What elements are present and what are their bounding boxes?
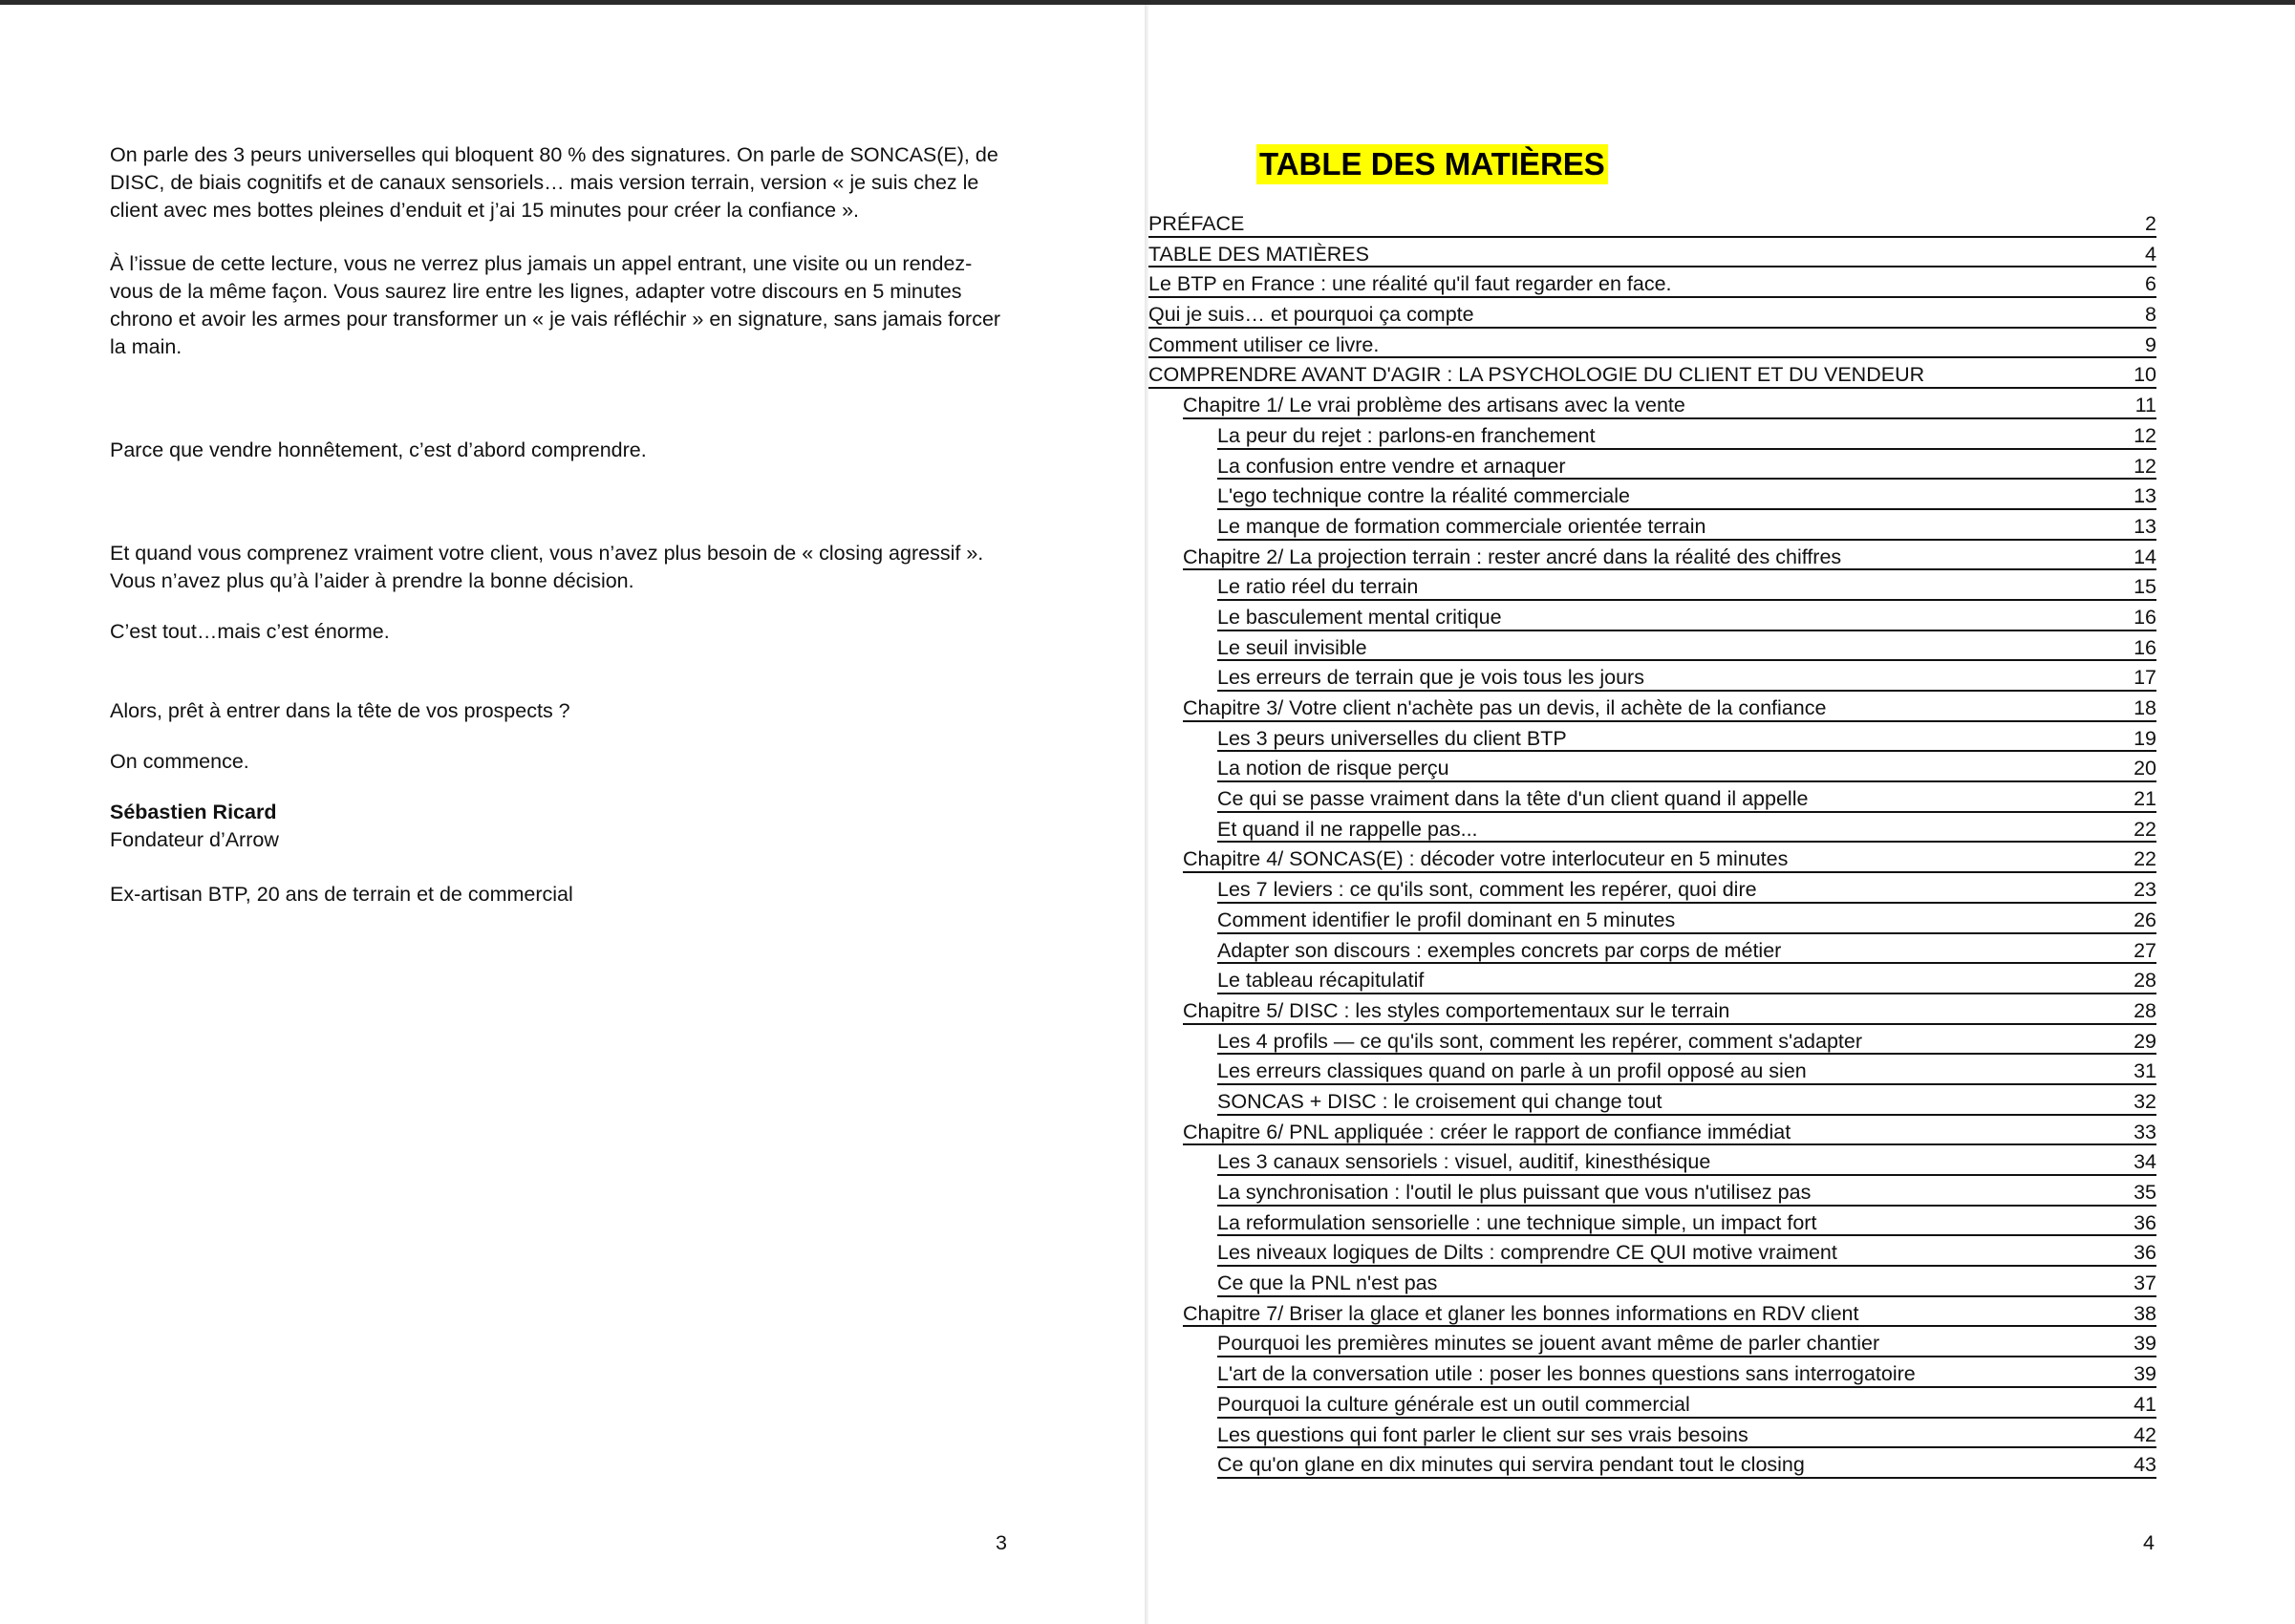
- toc-entry[interactable]: [1217, 1145, 2156, 1176]
- toc-entry-label[interactable]: Les 3 canaux sensoriels : visuel, auditif, kinesthésique: [1217, 1150, 1711, 1174]
- paragraph-vendre: Parce que vendre honnêtement, c’est d’abord comprendre.: [110, 438, 647, 461]
- toc-entry-label[interactable]: Les niveaux logiques de Dilts : comprendre CE QUI motive vraiment: [1217, 1241, 1837, 1265]
- toc-entry-page[interactable]: 31: [2134, 1059, 2156, 1083]
- toc-entry[interactable]: [1217, 904, 2156, 934]
- toc-entry[interactable]: [1217, 1388, 2156, 1419]
- toc-entry-page[interactable]: 4: [2145, 242, 2156, 266]
- toc-entry[interactable]: [1217, 964, 2156, 994]
- toc-entry-page[interactable]: 9: [2145, 332, 2156, 356]
- toc-entry-label[interactable]: Pourquoi les premières minutes se jouent avant même de parler chantier: [1217, 1332, 1880, 1356]
- toc-entry[interactable]: [1183, 843, 2156, 873]
- toc-entry-label[interactable]: Les questions qui font parler le client sur ses vrais besoins: [1217, 1422, 1748, 1446]
- toc-entry-label[interactable]: Chapitre 5/ DISC : les styles comportementaux sur le terrain: [1183, 998, 1730, 1022]
- toc-entry-page[interactable]: 33: [2134, 1120, 2156, 1143]
- toc-entry[interactable]: [1217, 1357, 2156, 1388]
- toc-entry-page[interactable]: 36: [2134, 1241, 2156, 1265]
- toc-entry-page[interactable]: 39: [2134, 1332, 2156, 1356]
- toc-entry-label[interactable]: Qui je suis… et pourquoi ça compte: [1148, 303, 1474, 327]
- toc-entry-page[interactable]: 14: [2134, 545, 2156, 568]
- toc-entry-page[interactable]: 21: [2134, 787, 2156, 811]
- toc-entry[interactable]: [1148, 358, 2156, 389]
- toc-entry[interactable]: [1217, 601, 2156, 631]
- toc-entry-page[interactable]: 22: [2134, 817, 2156, 841]
- toc-entry-page[interactable]: 32: [2134, 1089, 2156, 1113]
- toc-entry-page[interactable]: 17: [2134, 666, 2156, 690]
- toc-entry-label[interactable]: La reformulation sensorielle : une technique simple, un impact fort: [1217, 1210, 1817, 1234]
- paragraph-ex-artisan: Ex-artisan BTP, 20 ans de terrain et de commercial: [110, 883, 573, 906]
- toc-entry[interactable]: [1217, 661, 2156, 692]
- paragraph-prospects: Alors, prêt à entrer dans la tête de vos prospects ?: [110, 699, 570, 722]
- toc-entry-page[interactable]: 11: [2134, 394, 2156, 417]
- toc-entry-label[interactable]: SONCAS + DISC : le croisement qui change tout: [1217, 1089, 1662, 1113]
- toc-entry[interactable]: [1217, 722, 2156, 753]
- toc-entry[interactable]: [1217, 1267, 2156, 1297]
- signature-block: [110, 799, 1008, 854]
- toc-entry-label[interactable]: Ce que la PNL n'est pas: [1217, 1271, 1438, 1295]
- page-number: 4: [2143, 1531, 2155, 1554]
- toc-entry-page[interactable]: 35: [2134, 1181, 2156, 1204]
- toc-entry-label[interactable]: Le tableau récapitulatif: [1217, 969, 1425, 993]
- toc-entry-page[interactable]: 23: [2134, 878, 2156, 902]
- toc-entry-label[interactable]: Le basculement mental critique: [1217, 605, 1502, 629]
- toc-entry[interactable]: [1217, 1176, 2156, 1207]
- toc-entry[interactable]: [1148, 329, 2156, 359]
- toc-entry-label[interactable]: La synchronisation : l'outil le plus puissant que vous n'utilisez pas: [1217, 1181, 1812, 1204]
- toc-entry[interactable]: [1183, 692, 2156, 722]
- toc-entry-page[interactable]: 15: [2134, 575, 2156, 599]
- toc-entry-label[interactable]: Les erreurs classiques quand on parle à un profil opposé au sien: [1217, 1059, 1807, 1083]
- paragraph-lecture: À l’issue de cette lecture, vous ne verrez plus jamais un appel entrant, une visite ou un rendez-vous de la même façon. Vous saurez lire entre les lignes, adapter votre discours en 5 minutes chrono et avoir les armes pour transformer un « je vais réfléchir » en signature, sans jamais forcer la main.: [110, 252, 1001, 358]
- paragraph-closing: Et quand vous comprenez vraiment votre client, vous n’avez plus besoin de « closing agressif ». Vous n’avez plus qu’à l’aider à prendre la bonne décision.: [110, 542, 984, 592]
- toc-entry-label[interactable]: PRÉFACE: [1148, 212, 1245, 235]
- toc-entry-page[interactable]: 28: [2134, 998, 2156, 1022]
- toc-entry[interactable]: [1148, 238, 2156, 268]
- toc-entry-page[interactable]: 43: [2134, 1453, 2156, 1477]
- toc-entry[interactable]: [1217, 1327, 2156, 1357]
- toc-entry-page[interactable]: 6: [2145, 272, 2156, 296]
- toc-entry-label[interactable]: Chapitre 7/ Briser la glace et glaner les bonnes informations en RDV client: [1183, 1301, 1859, 1325]
- toc-entry-page[interactable]: 13: [2134, 484, 2156, 508]
- toc-entry-label[interactable]: Les 4 profils — ce qu'ils sont, comment les repérer, comment s'adapter: [1217, 1029, 1863, 1053]
- toc-entry-page[interactable]: 2: [2145, 212, 2156, 235]
- toc-entry-page[interactable]: 27: [2134, 938, 2156, 962]
- toc-entry-label[interactable]: Les 3 peurs universelles du client BTP: [1217, 726, 1567, 750]
- toc-entry[interactable]: [1217, 1236, 2156, 1267]
- toc-entry[interactable]: [1217, 419, 2156, 450]
- toc-entry-page[interactable]: 39: [2134, 1362, 2156, 1386]
- toc-entry-page[interactable]: 22: [2134, 847, 2156, 871]
- toc-entry-label[interactable]: L'art de la conversation utile : poser les bonnes questions sans interrogatoire: [1217, 1362, 1916, 1386]
- toc-entry-page[interactable]: 16: [2134, 635, 2156, 659]
- toc-entry-page[interactable]: 29: [2134, 1029, 2156, 1053]
- toc-entry-label[interactable]: La notion de risque perçu: [1217, 757, 1449, 780]
- toc-entry-page[interactable]: 36: [2134, 1210, 2156, 1234]
- toc-entry-label[interactable]: Et quand il ne rappelle pas...: [1217, 817, 1478, 841]
- toc-entry[interactable]: [1217, 480, 2156, 510]
- toc-entry-page[interactable]: 16: [2134, 605, 2156, 629]
- page-number: 3: [996, 1531, 1007, 1554]
- toc-entry[interactable]: [1217, 782, 2156, 813]
- toc-entry[interactable]: [1217, 1419, 2156, 1449]
- toc-entry-label[interactable]: Pourquoi la culture générale est un outil commercial: [1217, 1392, 1690, 1416]
- toc-entry[interactable]: [1183, 389, 2156, 419]
- toc-entry-label[interactable]: Adapter son discours : exemples concrets par corps de métier: [1217, 938, 1782, 962]
- toc-entry-label[interactable]: Le seuil invisible: [1217, 635, 1367, 659]
- toc-entry-page[interactable]: 42: [2134, 1422, 2156, 1446]
- toc-entry[interactable]: [1217, 813, 2156, 844]
- toc-entry-label[interactable]: COMPRENDRE AVANT D'AGIR : LA PSYCHOLOGIE DU CLIENT ET DU VENDEUR: [1148, 363, 1925, 387]
- toc-entry-label[interactable]: Chapitre 2/ La projection terrain : rester ancré dans la réalité des chiffres: [1183, 545, 1842, 568]
- toc-title: TABLE DES MATIÈRES: [1256, 144, 1608, 184]
- toc-entry-label[interactable]: Les 7 leviers : ce qu'ils sont, comment les repérer, quoi dire: [1217, 878, 1757, 902]
- author-role: Fondateur d’Arrow: [110, 828, 279, 851]
- toc-entry-page[interactable]: 18: [2134, 696, 2156, 719]
- toc-entry-page[interactable]: 26: [2134, 908, 2156, 931]
- toc-list: [1148, 207, 2156, 1479]
- toc-entry[interactable]: [1183, 541, 2156, 571]
- toc-entry-label[interactable]: Le manque de formation commerciale orientée terrain: [1217, 514, 1706, 538]
- toc-entry[interactable]: [1148, 207, 2156, 238]
- toc-entry-label[interactable]: Les erreurs de terrain que je vois tous les jours: [1217, 666, 1644, 690]
- toc-entry[interactable]: [1217, 934, 2156, 965]
- toc-entry[interactable]: [1183, 994, 2156, 1025]
- toc-entry-page[interactable]: 12: [2134, 423, 2156, 447]
- toc-entry-page[interactable]: 37: [2134, 1271, 2156, 1295]
- toc-entry[interactable]: [1217, 1025, 2156, 1056]
- toc-entry-page[interactable]: 34: [2134, 1150, 2156, 1174]
- toc-entry-label[interactable]: La peur du rejet : parlons-en franchement: [1217, 423, 1596, 447]
- left-page: [0, 5, 1145, 1624]
- toc-entry[interactable]: [1183, 1116, 2156, 1146]
- toc-entry-page[interactable]: 8: [2145, 303, 2156, 327]
- toc-entry-page[interactable]: 13: [2134, 514, 2156, 538]
- toc-entry-page[interactable]: 12: [2134, 454, 2156, 478]
- toc-entry-label[interactable]: Chapitre 3/ Votre client n'achète pas un devis, il achète de la confiance: [1183, 696, 1827, 719]
- toc-entry-page[interactable]: 41: [2134, 1392, 2156, 1416]
- toc-entry-page[interactable]: 38: [2134, 1301, 2156, 1325]
- toc-entry-label[interactable]: Chapitre 1/ Le vrai problème des artisans avec la vente: [1183, 394, 1685, 417]
- toc-entry-label[interactable]: L'ego technique contre la réalité commerciale: [1217, 484, 1630, 508]
- toc-entry-page[interactable]: 10: [2134, 363, 2156, 387]
- toc-entry[interactable]: [1217, 1207, 2156, 1237]
- toc-entry-label[interactable]: Ce qu'on glane en dix minutes qui servira pendant tout le closing: [1217, 1453, 1805, 1477]
- toc-entry-label[interactable]: Comment identifier le profil dominant en 5 minutes: [1217, 908, 1676, 931]
- toc-entry[interactable]: [1148, 298, 2156, 329]
- toc-entry-label[interactable]: Chapitre 4/ SONCAS(E) : décoder votre interlocuteur en 5 minutes: [1183, 847, 1789, 871]
- toc-entry[interactable]: [1217, 873, 2156, 904]
- toc-entry[interactable]: [1217, 450, 2156, 481]
- paragraph-commence: On commence.: [110, 750, 249, 773]
- author-name: Sébastien Ricard: [110, 801, 277, 823]
- paragraph-peurs: On parle des 3 peurs universelles qui bloquent 80 % des signatures. On parle de SONCAS(E), de DISC, de biais cognitifs et de canaux sensoriels… mais version terrain, version « je suis chez le client avec mes bottes pleines d’enduit et j’ai 15 minutes pour créer la confiance ».: [110, 143, 998, 222]
- toc-entry-page[interactable]: 28: [2134, 969, 2156, 993]
- toc-entry-label[interactable]: Le ratio réel du terrain: [1217, 575, 1419, 599]
- toc-entry[interactable]: [1217, 570, 2156, 601]
- toc-entry[interactable]: [1217, 752, 2156, 782]
- toc-entry-label[interactable]: Ce qui se passe vraiment dans la tête d'un client quand il appelle: [1217, 787, 1809, 811]
- toc-entry[interactable]: [1217, 1055, 2156, 1085]
- paragraph-enorme: C’est tout…mais c’est énorme.: [110, 620, 390, 643]
- toc-entry[interactable]: [1217, 1085, 2156, 1116]
- toc-entry[interactable]: [1217, 510, 2156, 541]
- toc-entry[interactable]: [1183, 1297, 2156, 1328]
- toc-entry[interactable]: [1148, 267, 2156, 298]
- toc-entry-label[interactable]: TABLE DES MATIÈRES: [1148, 242, 1369, 266]
- toc-entry-label[interactable]: Chapitre 6/ PNL appliquée : créer le rapport de confiance immédiat: [1183, 1120, 1791, 1143]
- toc-entry-label[interactable]: Comment utiliser ce livre.: [1148, 332, 1380, 356]
- toc-entry-page[interactable]: 19: [2134, 726, 2156, 750]
- right-page: [1148, 5, 2295, 1624]
- toc-entry-label[interactable]: La confusion entre vendre et arnaquer: [1217, 454, 1566, 478]
- toc-entry[interactable]: [1217, 1448, 2156, 1479]
- toc-entry-page[interactable]: 20: [2134, 757, 2156, 780]
- toc-entry-label[interactable]: Le BTP en France : une réalité qu'il faut regarder en face.: [1148, 272, 1672, 296]
- toc-entry[interactable]: [1217, 631, 2156, 662]
